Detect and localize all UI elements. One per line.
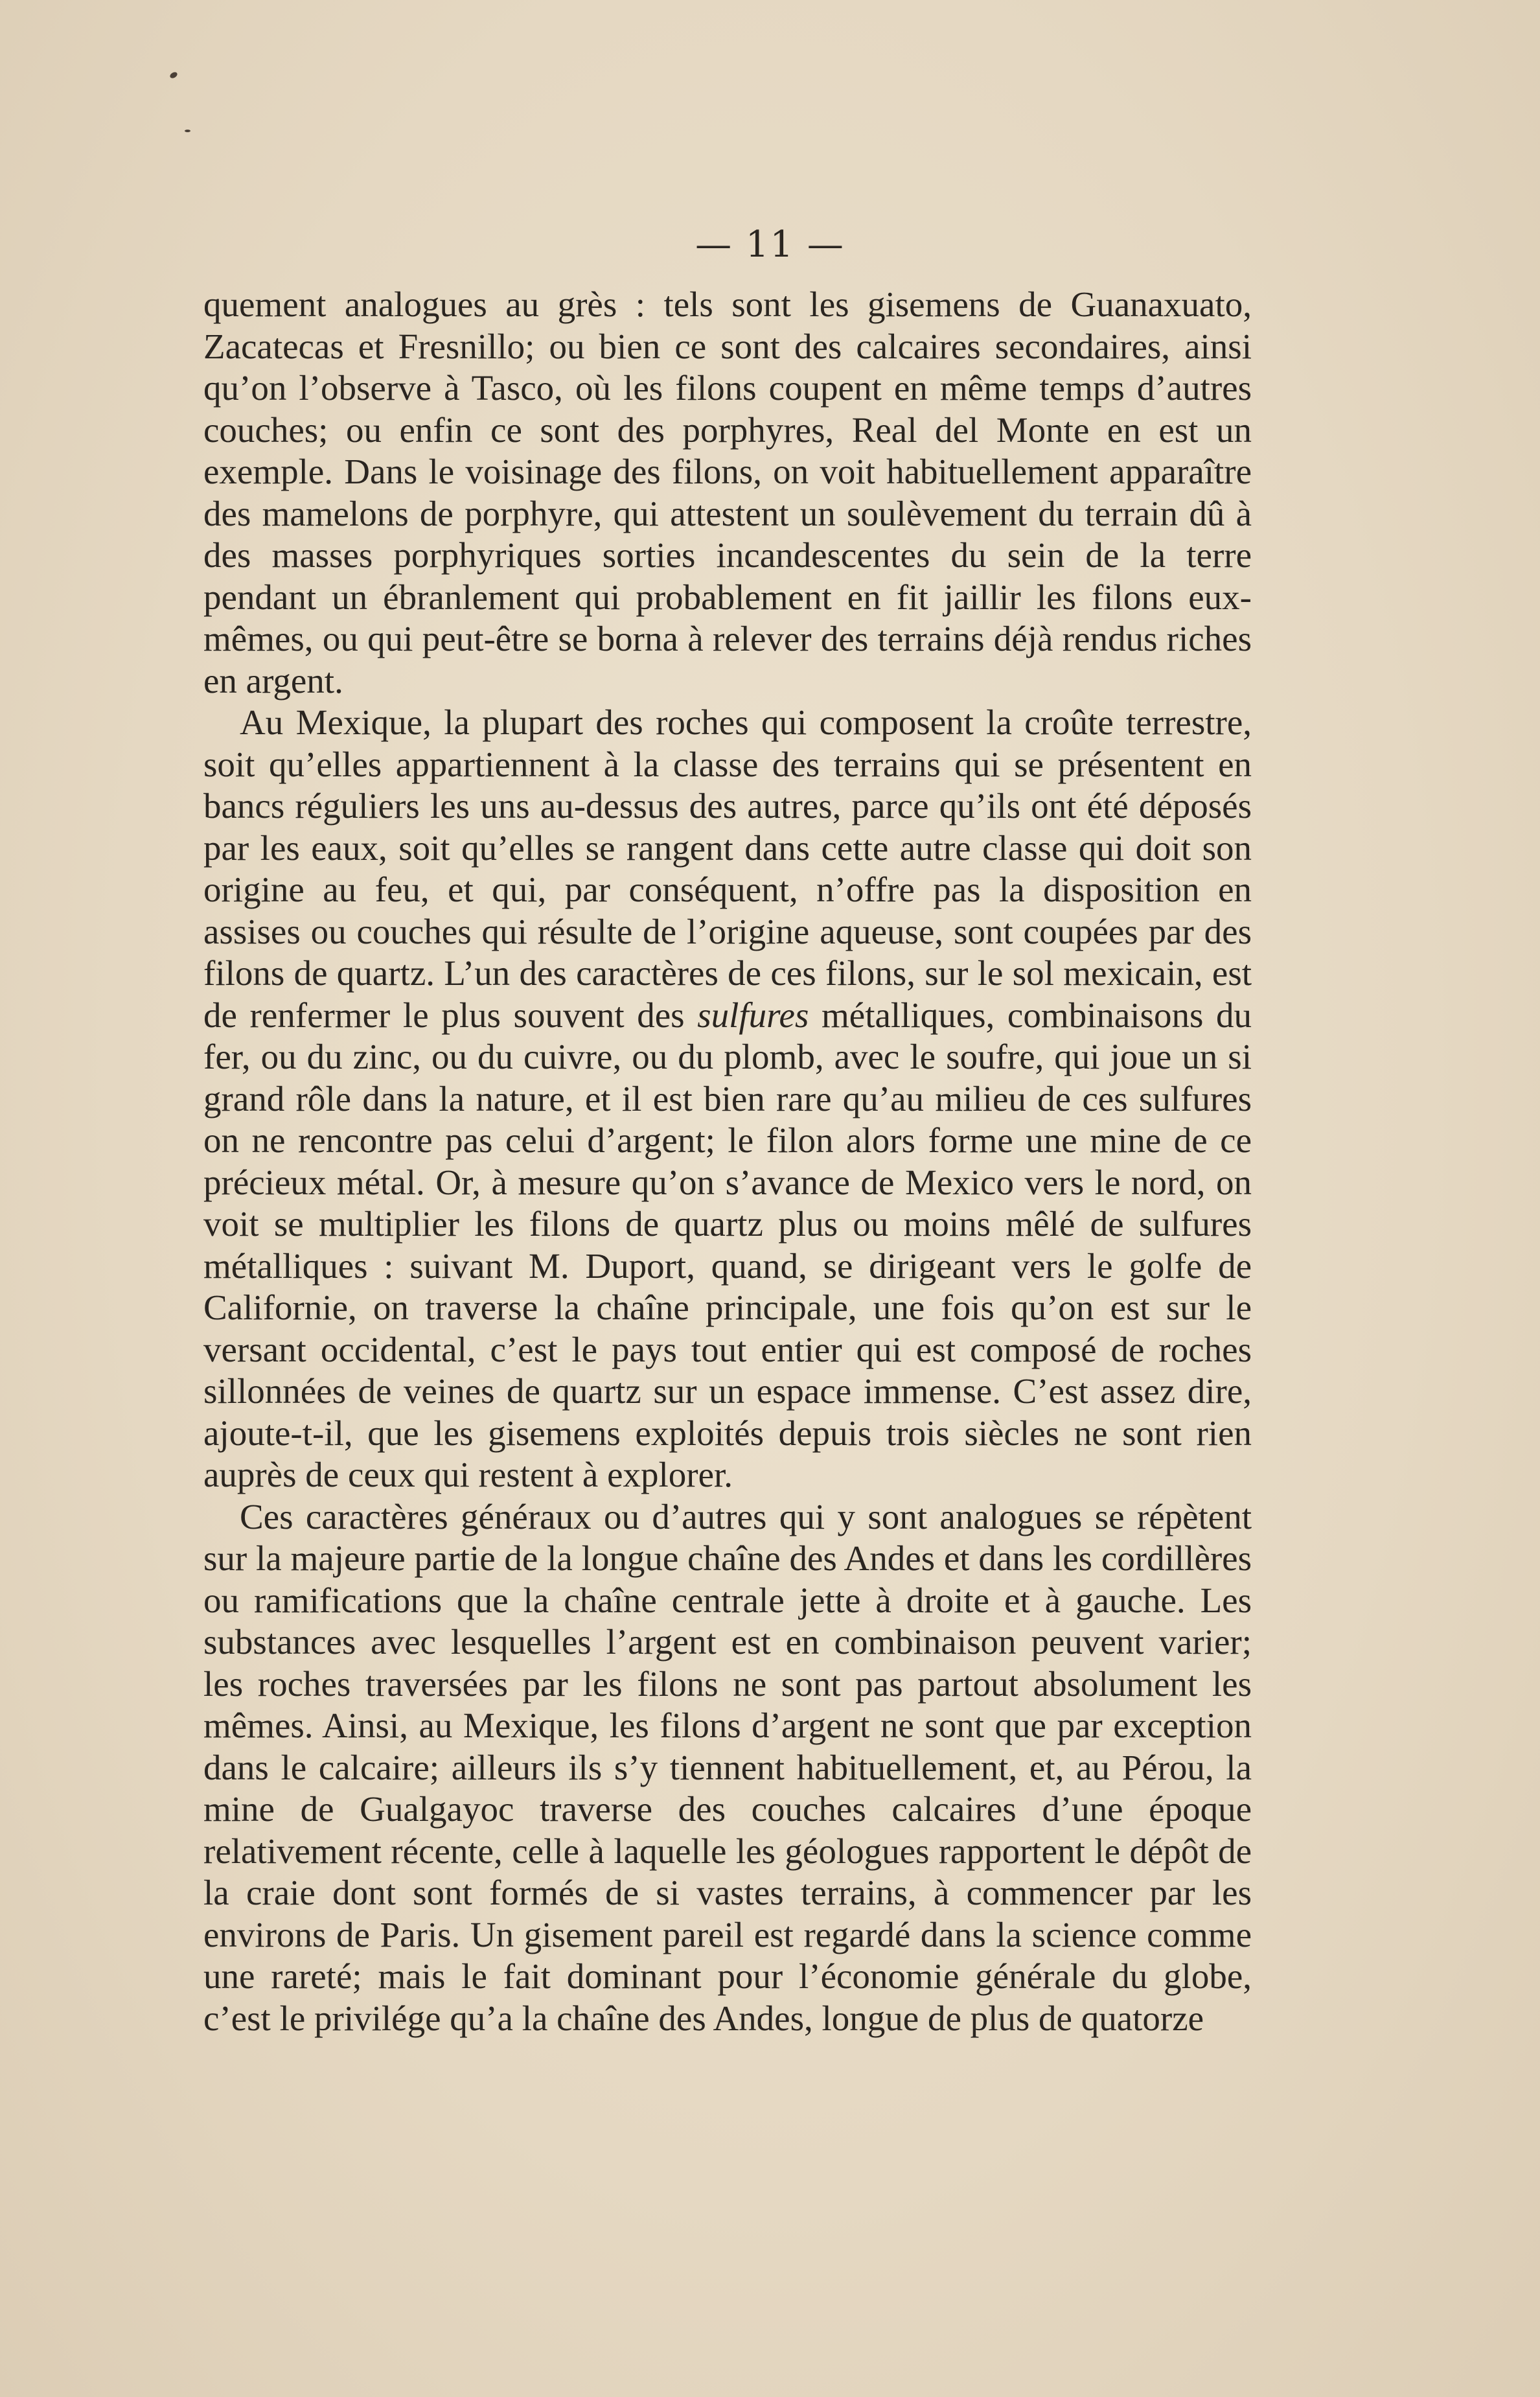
paragraph-3: Ces caractères généraux ou d’autres qui y sont analogues se répètent sur la majeure partie de la longue chaîne des Andes et dans les cordillères ou ramifications que la chaîne centrale jette à droite et à gauche. Les substances avec lesquelles l’argent est en combinaison peuvent varier; les roches traversées par les filons ne sont pas partout absolument les mêmes. Ainsi, au Mexique, les filons d’argent ne sont que par exception dans le calcaire; ailleurs ils s’y tiennent habituellement, et, au Pérou, la mine de Gualgayoc traverse des couches calcaires d’une époque relativement récente, celle à laquelle les géologues rapportent le dépôt de la craie dont sont formés de si vastes terrains, à commencer par les environs de Paris. Un gisement pareil est regardé dans la science comme une rareté; mais le fait dominant pour l’économie générale du globe, c’est le privilége qu’a la chaîne des Andes, longue de plus de quatorze [203, 1496, 1252, 2038]
paragraph-1: quement analogues au grès : tels sont les gisemens de Guanaxuato, Zacatecas et Fresnillo; ou bien ce sont des calcaires secondaires, ainsi qu’on l’observe à Tasco, où les filons coupent en même temps d’autres couches; ou enfin ce sont des porphyres, Real del Monte en est un exemple. Dans le voisinage des filons, on voit habituellement apparaître des mamelons de porphyre, qui attestent un soulèvement du terrain dû à des masses porphyriques sorties incandescentes du sein de la terre pendant un ébranlement qui probablement en fit jaillir les filons eux-mêmes, ou qui peut-être se borna à relever des terrains déjà rendus riches en argent. [203, 284, 1252, 701]
paragraph-2-before: Au Mexique, la plupart des roches qui composent la croûte terrestre, soit qu’elles appartiennent à la classe des terrains qui se présentent en bancs réguliers les uns au-dessus des autres, parce qu’ils ont été déposés par les eaux, soit qu’elles se rangent dans cette autre classe qui doit son origine au feu, et qui, par conséquent, n’offre pas la disposition en assises ou couches qui résulte de l’origine aqueuse, sont coupées par des filons de quartz. L’un des caractères de ces filons, sur le sol mexicain, est de renfermer le plus souvent des [203, 702, 1252, 1035]
ink-speck [169, 71, 178, 80]
ink-speck [185, 130, 190, 132]
body-text [203, 284, 1252, 2039]
paragraph-2-after: métalliques, combinaisons du fer, ou du zinc, ou du cuivre, ou du plomb, avec le soufre, qui joue un si grand rôle dans la nature, et il est bien rare qu’au milieu de ces sulfures on ne rencontre pas celui d’argent; le filon alors forme une mine de ce précieux métal. Or, à mesure qu’on s’avance de Mexico vers le nord, on voit se multiplier les filons de quartz plus ou moins mêlé de sulfures métalliques : suivant M. Duport, quand, se dirigeant vers le golfe de Californie, on traverse la chaîne principale, une fois qu’on est sur le versant occidental, c’est le pays tout entier qui est composé de roches sillonnées de veines de quartz sur un espace immense. C’est assez dire, ajoute-t-il, que les gisemens exploités depuis trois siècles ne sont rien auprès de ceux qui restent à explorer. [203, 995, 1252, 1494]
paragraph-2-emphasis: sulfures [697, 995, 809, 1035]
paragraph-2 [203, 702, 1252, 1496]
page-number: — 11 — [695, 224, 845, 266]
